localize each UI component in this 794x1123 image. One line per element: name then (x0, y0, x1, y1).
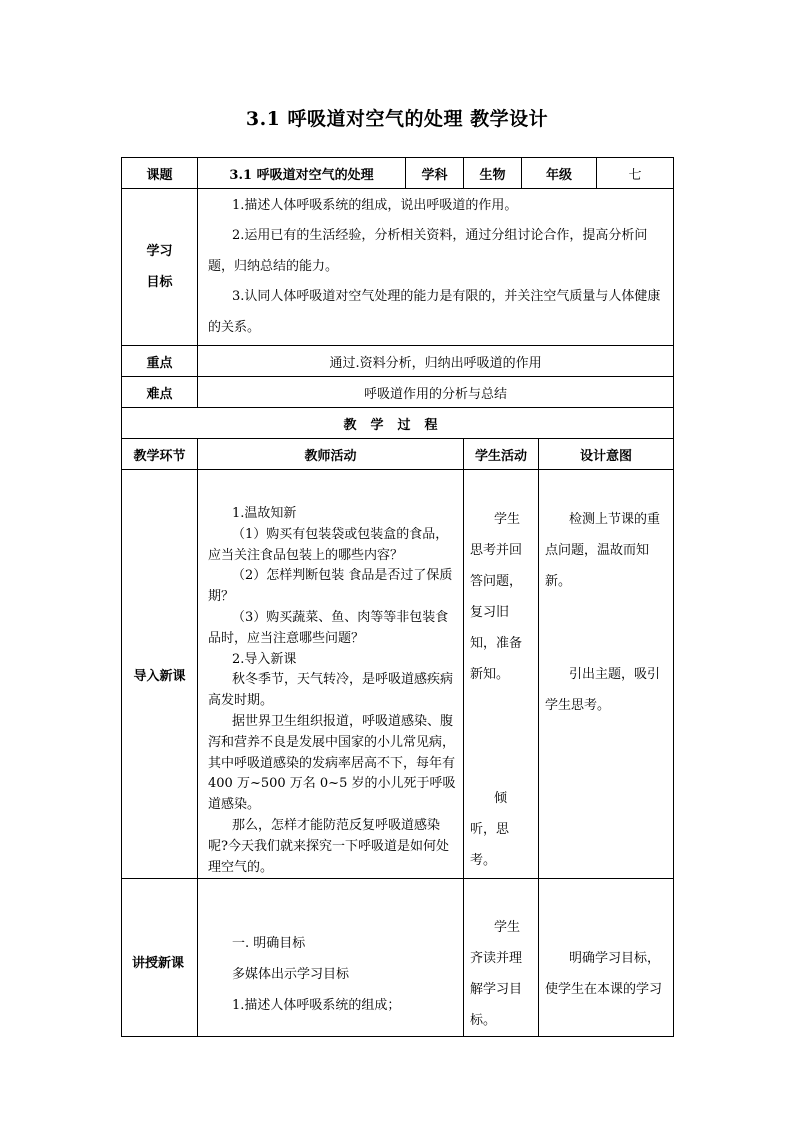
teacher-line: （2）怎样判断包装 食品是否过了保质期？ (208, 568, 453, 605)
design-intent-2: 引出主题，吸引学生思考。 (545, 667, 661, 713)
objectives-label (122, 189, 198, 346)
new-lesson-student-activity (464, 879, 539, 1037)
col-header-stage: 教学环节 (122, 439, 198, 470)
objectives-label-line1: 学习 (146, 244, 173, 259)
design-intent-1: 检测上节课的重点问题，温故而知新。 (545, 512, 661, 589)
intro-design-intent (539, 470, 674, 879)
grade-label: 年级 (522, 158, 597, 189)
header-row (122, 158, 674, 189)
teacher-line: 一. 明确目标 (232, 935, 306, 951)
teacher-line: 多媒体出示学习目标 (232, 966, 350, 982)
new-lesson-row (122, 879, 674, 1037)
intro-row (122, 470, 674, 879)
topic-label: 课题 (122, 158, 198, 189)
teacher-line: 2.导入新课 (232, 651, 297, 667)
student-activity-2: 倾听，思考。 (470, 791, 510, 868)
teacher-line: 1.温故知新 (232, 506, 297, 521)
teacher-line: （3）购买蔬菜、鱼、肉等等非包装食品时，应当注意哪些问题？ (208, 609, 449, 646)
objectives-label-line2: 目标 (146, 275, 173, 290)
intro-stage: 导入新课 (122, 470, 198, 879)
teacher-line: 1.描述人体呼吸系统的组成； (232, 997, 401, 1013)
grade-value: 七 (597, 158, 674, 189)
objective-item: 2.运用已有的生活经验，分析相关资料，通过分组讨论合作，提高分析问题，归纳总结的能力。 (208, 228, 648, 274)
topic-value: 3.1 呼吸道对空气的处理 (198, 158, 406, 189)
process-title: 教学过程 (122, 408, 674, 439)
student-activity: 学生齐读并理解学习目标。 (470, 920, 523, 1029)
design-intent: 明确学习目标，使学生在本课的学习 (545, 951, 663, 998)
difficulty-label: 难点 (122, 377, 198, 408)
document-title: 3.1 呼吸道对空气的处理 教学设计 (245, 108, 549, 130)
new-lesson-stage: 讲授新课 (122, 879, 198, 1037)
key-point-label: 重点 (122, 346, 198, 377)
subject-value: 生物 (464, 158, 522, 189)
col-header-intent: 设计意图 (539, 439, 674, 470)
key-point-value: 通过.资料分析，归纳出呼吸道的作用 (198, 346, 674, 377)
intro-student-activity (464, 470, 539, 879)
subject-label: 学科 (406, 158, 464, 189)
teacher-line: （1）购买有包装袋或包装盒的食品，应当关注食品包装上的哪些内容？ (208, 526, 449, 563)
process-header-row (122, 439, 674, 470)
objective-item: 1.描述人体呼吸系统的组成，说出呼吸道的作用。 (232, 197, 518, 213)
process-title-row (122, 408, 674, 439)
lesson-plan-table (121, 157, 674, 1037)
objectives-content (198, 189, 674, 346)
difficulty-value: 呼吸道作用的分析与总结 (198, 377, 674, 408)
key-point-row (122, 346, 674, 377)
teacher-line: 据世界卫生组织报道，呼吸道感染、腹泻和营养不良是发展中国家的小儿常见病，其中呼吸道感染的发病率居高不下，每年有 400 万~500 万名 0~5 岁的小儿死于呼吸道感染。 (208, 713, 456, 813)
objectives-row (122, 189, 674, 346)
new-lesson-teacher-activity (198, 879, 464, 1037)
intro-teacher-activity (198, 470, 464, 879)
col-header-student: 学生活动 (464, 439, 539, 470)
teacher-line: 那么，怎样才能防范反复呼吸道感染呢?今天我们就来探究一下呼吸道是如何处理空气的。 (208, 817, 449, 875)
student-activity-1: 学生思考并回答问题，复习旧知，准备新知。 (470, 512, 523, 682)
difficulty-row (122, 377, 674, 408)
teacher-line: 秋冬季节，天气转冷，是呼吸道感疾病高发时期。 (208, 672, 454, 709)
col-header-teacher: 教师活动 (198, 439, 464, 470)
new-lesson-design-intent (539, 879, 674, 1037)
objective-item: 3.认同人体呼吸道对空气处理的能力是有限的，并关注空气质量与人体健康的关系。 (208, 289, 661, 335)
